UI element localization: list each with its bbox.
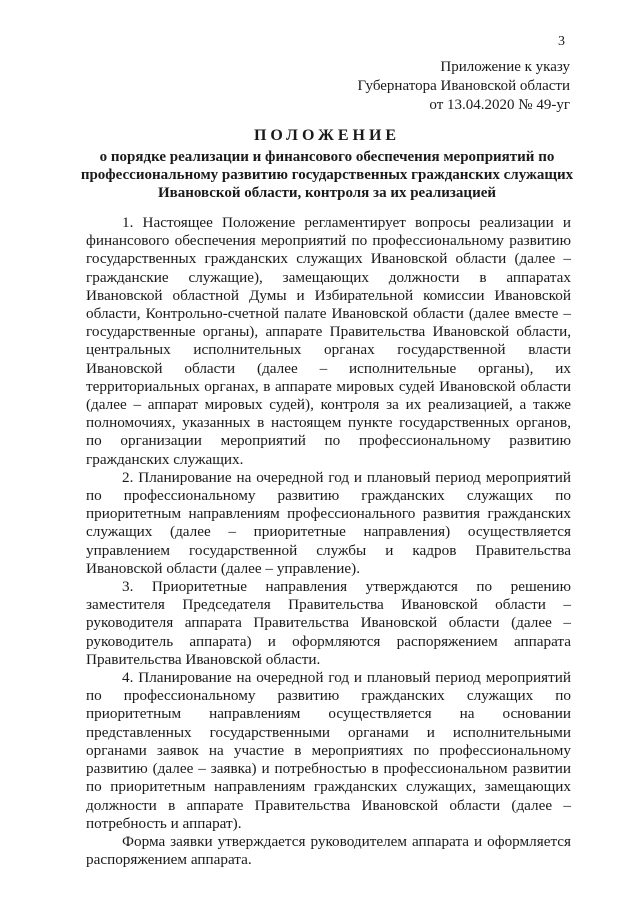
appendix-line-1: Приложение к указу bbox=[440, 59, 570, 75]
paragraph-2: 2. Планирование на очередной год и плановый период мероприятий по профессиональному развитию гражданских служащих по приоритетным направлениям профессионального развития гражданских служащих (далее – приоритетные направления) осуществляется управлением государственной службы и кадров Правительства Ивановской области (далее – управление). bbox=[86, 468, 571, 577]
appendix-reference bbox=[357, 58, 570, 115]
appendix-line-2: Губернатора Ивановской области bbox=[357, 78, 570, 94]
paragraph-3: 3. Приоритетные направления утверждаются по решению заместителя Председателя Правительства Ивановской области – руководителя аппарата Правительства Ивановской области (далее – руководитель аппарата) и оформляются распоряжением аппарата Правительства Ивановской области. bbox=[86, 578, 571, 668]
paragraph-1: 1. Настоящее Положение регламентирует вопросы реализации и финансового обеспечения мероприятий по профессиональному развитию государственных гражданских служащих Ивановской области (далее – гражданские служащие), замещающих должности в аппаратах Ивановской областной Думы и Избирательной комиссии Ивановской области, Контрольно-счетной палате Ивановской области (далее вместе – государственные органы), аппарате Правительства Ивановской области, центральных исполнительных органах государственной власти Ивановской области (далее – исполнительные органы), их территориальных органах, в аппарате мировых судей Ивановской области (далее – аппарат мировых судей), контроля за их реализацией, а также полномочиях, указанных в настоящем пункте государственных органов, по организации мероприятий по профессиональному развитию гражданских служащих. bbox=[86, 214, 571, 468]
paragraph-5: Форма заявки утверждается руководителем аппарата и оформляется распоряжением аппарата. bbox=[86, 832, 571, 869]
appendix-line-3: от 13.04.2020 № 49-уг bbox=[429, 97, 570, 113]
paragraph-4: 4. Планирование на очередной год и плановый период мероприятий по профессиональному развитию гражданских служащих по приоритетным направлениям осуществляется на основании представленных государственными органами и исполнительными органами заявок на участие в мероприятиях по профессиональному развитию (далее – заявка) и потребностью в профессиональном развитии по приоритетным направлениям гражданских служащих, замещающих должности в аппарате Правительства Ивановской области (далее – потребность и аппарат). bbox=[86, 669, 571, 832]
title-subtitle: о порядке реализации и финансового обеспечения мероприятий по профессиональному развитию государственных гражданских служащих Ивановской области, контроля за их реализацией bbox=[80, 149, 574, 201]
document-body bbox=[86, 214, 571, 869]
document-title bbox=[80, 126, 574, 202]
title-heading: ПОЛОЖЕНИЕ bbox=[253, 127, 401, 144]
page-number: 3 bbox=[558, 34, 565, 49]
